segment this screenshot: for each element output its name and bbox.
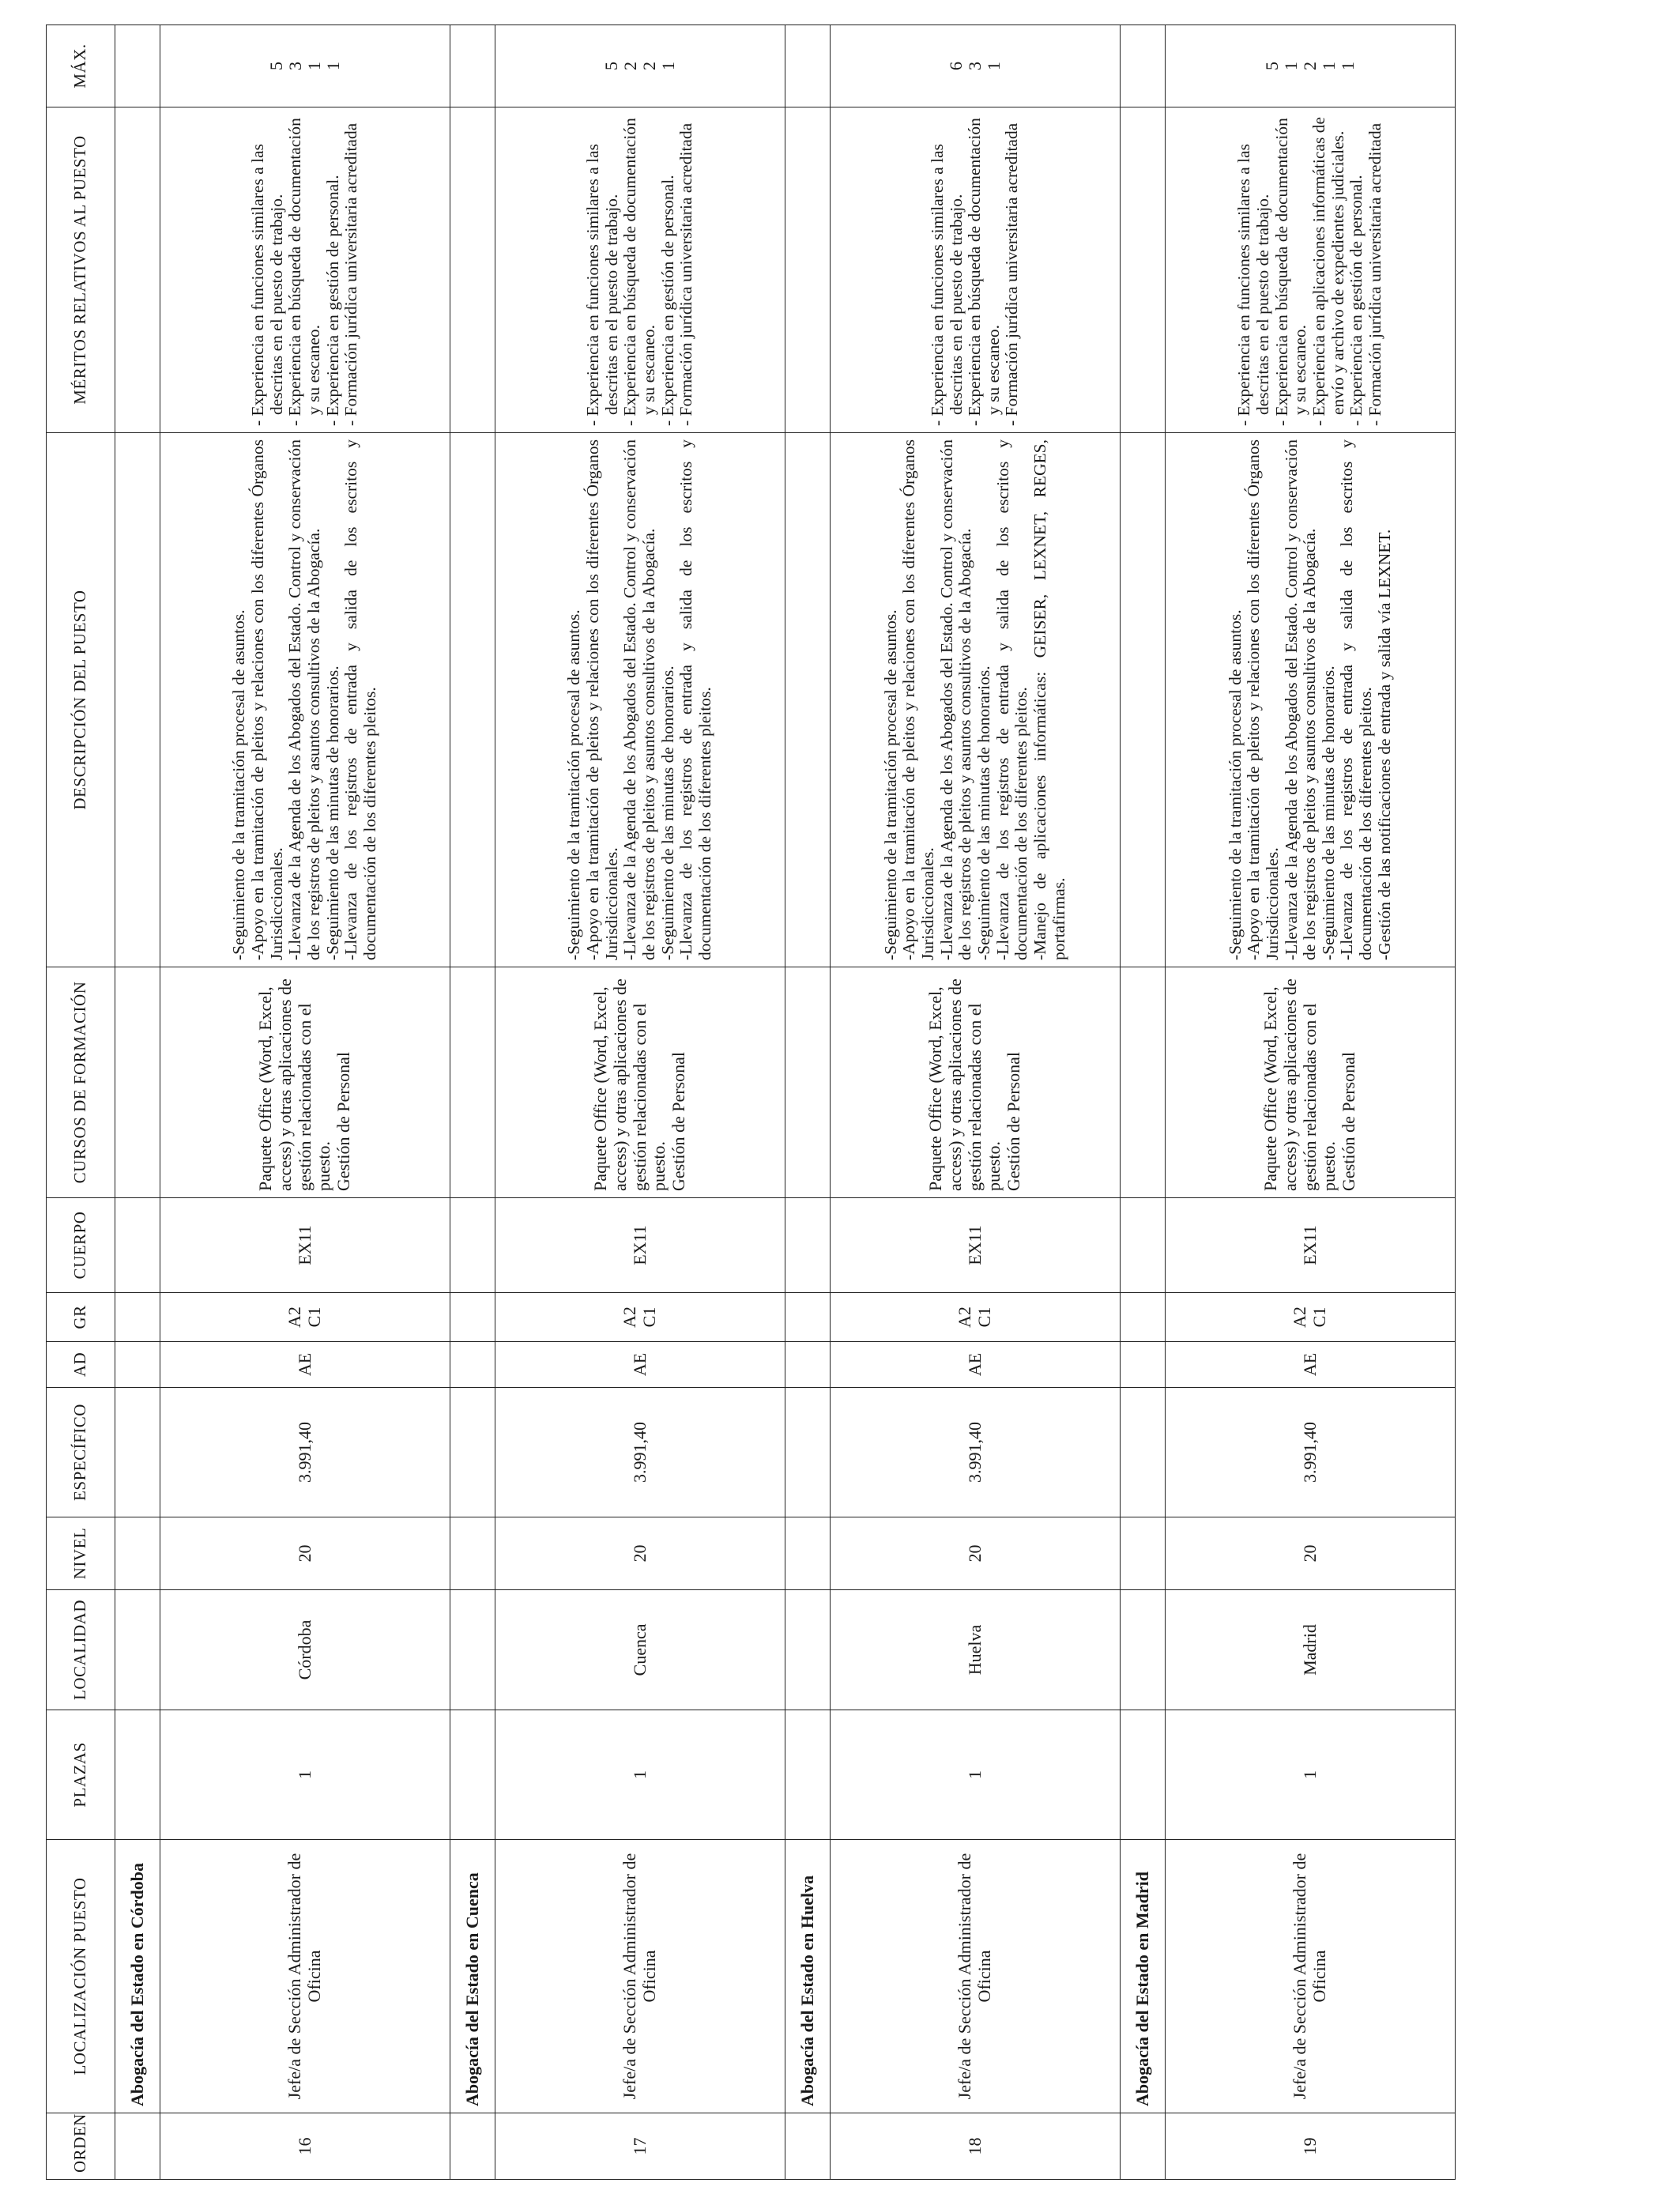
section-row bbox=[115, 25, 160, 2180]
cell-max bbox=[160, 25, 450, 107]
merit-item: - Formación jurídica universitaria acreditada bbox=[1365, 123, 1384, 426]
cell-descripcion: -Seguimiento de la tramitación procesal de asuntos. -Apoyo en la tramitación de pleitos y relaciones con los diferentes Órganos Jurisdiccionales. -Llevanza de la Agenda de los Abogados del Estado. Control y conservación de los registros de pleitos y asuntos consultivos de la Abogacía. -Seguimiento de las minutas de honorarios. -Llevanza de los registros de entrada y salida de los escritos y documentación de los diferentes pleitos. -Gestión de las notificaciones de entrada y salida vía LEXNET. bbox=[1166, 433, 1456, 967]
header-ad: AD bbox=[47, 1342, 115, 1388]
table-row bbox=[495, 25, 785, 2180]
cell-ad: AE bbox=[831, 1342, 1121, 1388]
empty-cell bbox=[785, 1342, 831, 1388]
empty-cell bbox=[1121, 1293, 1166, 1342]
cell-especifico: 3.991,40 bbox=[160, 1388, 450, 1517]
cell-puesto: Jefe/a de Sección Administrador de Oficina bbox=[495, 1840, 785, 2113]
empty-cell bbox=[1121, 1198, 1166, 1293]
header-cursos: CURSOS DE FORMACIÓN bbox=[47, 967, 115, 1198]
section-title: Abogacía del Estado en Córdoba bbox=[115, 1840, 160, 2113]
header-gr: GR bbox=[47, 1293, 115, 1342]
cell-localidad: Huelva bbox=[831, 1590, 1121, 1710]
cell-gr: A2 C1 bbox=[831, 1293, 1121, 1342]
empty-cell bbox=[450, 2113, 495, 2180]
empty-cell bbox=[1121, 1710, 1166, 1840]
cell-plazas: 1 bbox=[1166, 1710, 1456, 1840]
empty-cell bbox=[115, 1198, 160, 1293]
cell-orden: 18 bbox=[831, 2113, 1121, 2180]
empty-cell bbox=[115, 967, 160, 1198]
header-especifico: ESPECÍFICO bbox=[47, 1388, 115, 1517]
cell-gr: A2 C1 bbox=[1166, 1293, 1456, 1342]
merit-item: - Experiencia en aplicaciones informáticas de envío y archivo de expedientes judiciales. bbox=[1309, 117, 1347, 426]
max-value: 1 bbox=[304, 62, 324, 70]
empty-cell bbox=[785, 1388, 831, 1517]
header-plazas: PLAZAS bbox=[47, 1710, 115, 1840]
cell-max bbox=[1166, 25, 1456, 107]
merit-item: - Experiencia en gestión de personal. bbox=[657, 175, 677, 426]
max-value: 5 bbox=[1261, 62, 1282, 70]
max-value: 2 bbox=[620, 62, 640, 70]
empty-cell bbox=[115, 2113, 160, 2180]
cell-descripcion: -Seguimiento de la tramitación procesal de asuntos. -Apoyo en la tramitación de pleitos y relaciones con los diferentes Órganos Jurisdiccionales. -Llevanza de la Agenda de los Abogados del Estado. Control y conservación de los registros de pleitos y asuntos consultivos de la Abogacía. -Seguimiento de las minutas de honorarios. -Llevanza de los registros de entrada y salida de los escritos y documentación de los diferentes pleitos. bbox=[160, 433, 450, 967]
cell-meritos bbox=[160, 107, 450, 433]
header-localidad: LOCALIDAD bbox=[47, 1590, 115, 1710]
header-nivel: NIVEL bbox=[47, 1517, 115, 1590]
cell-cuerpo: EX11 bbox=[160, 1198, 450, 1293]
cell-orden: 17 bbox=[495, 2113, 785, 2180]
cell-especifico: 3.991,40 bbox=[831, 1388, 1121, 1517]
cell-gr: A2 C1 bbox=[160, 1293, 450, 1342]
merit-item: - Experiencia en gestión de personal. bbox=[1347, 175, 1366, 426]
empty-cell bbox=[115, 433, 160, 967]
empty-cell bbox=[450, 433, 495, 967]
empty-cell bbox=[1121, 1388, 1166, 1517]
merit-item: - Formación jurídica universitaria acreditada bbox=[1002, 123, 1022, 426]
cell-max bbox=[495, 25, 785, 107]
cell-puesto: Jefe/a de Sección Administrador de Oficina bbox=[1166, 1840, 1456, 2113]
empty-cell bbox=[450, 967, 495, 1198]
max-value: 2 bbox=[639, 62, 659, 70]
cell-plazas: 1 bbox=[831, 1710, 1121, 1840]
section-row bbox=[785, 25, 831, 2180]
table-row bbox=[831, 25, 1121, 2180]
empty-cell bbox=[450, 1590, 495, 1710]
empty-cell bbox=[115, 25, 160, 107]
cell-ad: AE bbox=[1166, 1342, 1456, 1388]
table-body bbox=[115, 25, 1456, 2180]
empty-cell bbox=[785, 25, 831, 107]
max-value: 1 bbox=[323, 62, 344, 70]
cell-cuerpo: EX11 bbox=[1166, 1198, 1456, 1293]
cell-localidad: Madrid bbox=[1166, 1590, 1456, 1710]
empty-cell bbox=[785, 1198, 831, 1293]
empty-cell bbox=[115, 1293, 160, 1342]
max-value: 1 bbox=[658, 62, 679, 70]
merit-item: - Experiencia en gestión de personal. bbox=[322, 175, 342, 426]
empty-cell bbox=[1121, 1590, 1166, 1710]
empty-cell bbox=[450, 1388, 495, 1517]
cell-plazas: 1 bbox=[160, 1710, 450, 1840]
cell-gr: A2 C1 bbox=[495, 1293, 785, 1342]
cell-descripcion: -Seguimiento de la tramitación procesal de asuntos. -Apoyo en la tramitación de pleitos y relaciones con los diferentes Órganos Jurisdiccionales. -Llevanza de la Agenda de los Abogados del Estado. Control y conservación de los registros de pleitos y asuntos consultivos de la Abogacía. -Seguimiento de las minutas de honorarios. -Llevanza de los registros de entrada y salida de los escritos y documentación de los diferentes pleitos. -Manejo de aplicaciones informáticas: GEISER, LEXNET, REGES, portafirmas. bbox=[831, 433, 1121, 967]
cell-nivel: 20 bbox=[831, 1517, 1121, 1590]
empty-cell bbox=[115, 1388, 160, 1517]
cell-cursos: Paquete Office (Word, Excel, access) y otras aplicaciones de gestión relacionadas con el puesto. Gestión de Personal bbox=[831, 967, 1121, 1198]
cell-cuerpo: EX11 bbox=[495, 1198, 785, 1293]
cell-especifico: 3.991,40 bbox=[495, 1388, 785, 1517]
empty-cell bbox=[785, 1517, 831, 1590]
header-max: MÁX. bbox=[47, 25, 115, 107]
max-value: 3 bbox=[964, 62, 985, 70]
max-value: 1 bbox=[1319, 62, 1339, 70]
empty-cell bbox=[450, 1342, 495, 1388]
empty-cell bbox=[785, 1710, 831, 1840]
merit-item: - Formación jurídica universitaria acreditada bbox=[341, 123, 361, 426]
cell-cursos: Paquete Office (Word, Excel, access) y otras aplicaciones de gestión relacionadas con el puesto. Gestión de Personal bbox=[495, 967, 785, 1198]
empty-cell bbox=[115, 107, 160, 433]
empty-cell bbox=[785, 1293, 831, 1342]
max-value: 1 bbox=[1280, 62, 1301, 70]
empty-cell bbox=[450, 1293, 495, 1342]
max-value: 5 bbox=[601, 62, 621, 70]
merit-item: - Experiencia en búsqueda de documentación y su escaneo. bbox=[285, 118, 323, 426]
cell-nivel: 20 bbox=[160, 1517, 450, 1590]
empty-cell bbox=[785, 967, 831, 1198]
cell-max bbox=[831, 25, 1121, 107]
empty-cell bbox=[1121, 2113, 1166, 2180]
cell-meritos bbox=[495, 107, 785, 433]
header-row bbox=[47, 25, 115, 2180]
max-value: 1 bbox=[1338, 62, 1358, 70]
empty-cell bbox=[1121, 107, 1166, 433]
empty-cell bbox=[115, 1710, 160, 1840]
section-row bbox=[450, 25, 495, 2180]
cell-orden: 16 bbox=[160, 2113, 450, 2180]
empty-cell bbox=[1121, 1342, 1166, 1388]
empty-cell bbox=[450, 1198, 495, 1293]
cell-plazas: 1 bbox=[495, 1710, 785, 1840]
merit-item: - Experiencia en búsqueda de documentación y su escaneo. bbox=[965, 118, 1003, 426]
header-orden: ORDEN bbox=[47, 2113, 115, 2180]
empty-cell bbox=[1121, 25, 1166, 107]
empty-cell bbox=[450, 1710, 495, 1840]
empty-cell bbox=[1121, 967, 1166, 1198]
cell-especifico: 3.991,40 bbox=[1166, 1388, 1456, 1517]
merit-item: - Experiencia en búsqueda de documentación y su escaneo. bbox=[1271, 118, 1310, 426]
cell-localidad: Cuenca bbox=[495, 1590, 785, 1710]
empty-cell bbox=[115, 1590, 160, 1710]
header-meritos: MÉRITOS RELATIVOS AL PUESTO bbox=[47, 107, 115, 433]
merit-item: - Experiencia en funciones similares a las descritas en el puesto de trabajo. bbox=[248, 144, 286, 426]
cell-ad: AE bbox=[495, 1342, 785, 1388]
header-cuerpo: CUERPO bbox=[47, 1198, 115, 1293]
header-localizacion: LOCALIZACIÓN PUESTO bbox=[47, 1840, 115, 2113]
empty-cell bbox=[115, 1342, 160, 1388]
max-value: 3 bbox=[284, 62, 305, 70]
empty-cell bbox=[1121, 433, 1166, 967]
max-value: 5 bbox=[266, 62, 286, 70]
max-value: 1 bbox=[984, 62, 1004, 70]
empty-cell bbox=[450, 25, 495, 107]
cell-cursos: Paquete Office (Word, Excel, access) y otras aplicaciones de gestión relacionadas con el puesto. Gestión de Personal bbox=[1166, 967, 1456, 1198]
empty-cell bbox=[450, 1517, 495, 1590]
empty-cell bbox=[785, 433, 831, 967]
empty-cell bbox=[785, 2113, 831, 2180]
section-title: Abogacía del Estado en Cuenca bbox=[450, 1840, 495, 2113]
cell-cursos: Paquete Office (Word, Excel, access) y otras aplicaciones de gestión relacionadas con el puesto. Gestión de Personal bbox=[160, 967, 450, 1198]
cell-meritos bbox=[1166, 107, 1456, 433]
section-title: Abogacía del Estado en Huelva bbox=[785, 1840, 831, 2113]
empty-cell bbox=[450, 107, 495, 433]
cell-meritos bbox=[831, 107, 1121, 433]
cell-puesto: Jefe/a de Sección Administrador de Oficina bbox=[160, 1840, 450, 2113]
cell-descripcion: -Seguimiento de la tramitación procesal de asuntos. -Apoyo en la tramitación de pleitos y relaciones con los diferentes Órganos Jurisdiccionales. -Llevanza de la Agenda de los Abogados del Estado. Control y conservación de los registros de pleitos y asuntos consultivos de la Abogacía. -Seguimiento de las minutas de honorarios. -Llevanza de los registros de entrada y salida de los escritos y documentación de los diferentes pleitos. bbox=[495, 433, 785, 967]
section-title: Abogacía del Estado en Madrid bbox=[1121, 1840, 1166, 2113]
empty-cell bbox=[785, 1590, 831, 1710]
empty-cell bbox=[785, 107, 831, 433]
merit-item: - Experiencia en funciones similares a las descritas en el puesto de trabajo. bbox=[583, 144, 621, 426]
table-row bbox=[1166, 25, 1456, 2180]
max-value: 6 bbox=[945, 62, 966, 70]
cell-puesto: Jefe/a de Sección Administrador de Oficina bbox=[831, 1840, 1121, 2113]
cell-ad: AE bbox=[160, 1342, 450, 1388]
merit-item: - Formación jurídica universitaria acreditada bbox=[676, 123, 696, 426]
section-row bbox=[1121, 25, 1166, 2180]
table-row bbox=[160, 25, 450, 2180]
max-value: 2 bbox=[1299, 62, 1320, 70]
vacancy-table bbox=[46, 25, 1456, 2180]
header-descripcion: DESCRIPCIÓN DEL PUESTO bbox=[47, 433, 115, 967]
empty-cell bbox=[115, 1517, 160, 1590]
empty-cell bbox=[1121, 1517, 1166, 1590]
cell-nivel: 20 bbox=[495, 1517, 785, 1590]
merit-item: - Experiencia en búsqueda de documentación y su escaneo. bbox=[620, 118, 658, 426]
merit-item: - Experiencia en funciones similares a las descritas en el puesto de trabajo. bbox=[927, 144, 966, 426]
cell-orden: 19 bbox=[1166, 2113, 1456, 2180]
cell-nivel: 20 bbox=[1166, 1517, 1456, 1590]
cell-cuerpo: EX11 bbox=[831, 1198, 1121, 1293]
cell-localidad: Córdoba bbox=[160, 1590, 450, 1710]
merit-item: - Experiencia en funciones similares a las descritas en el puesto de trabajo. bbox=[1234, 144, 1273, 426]
